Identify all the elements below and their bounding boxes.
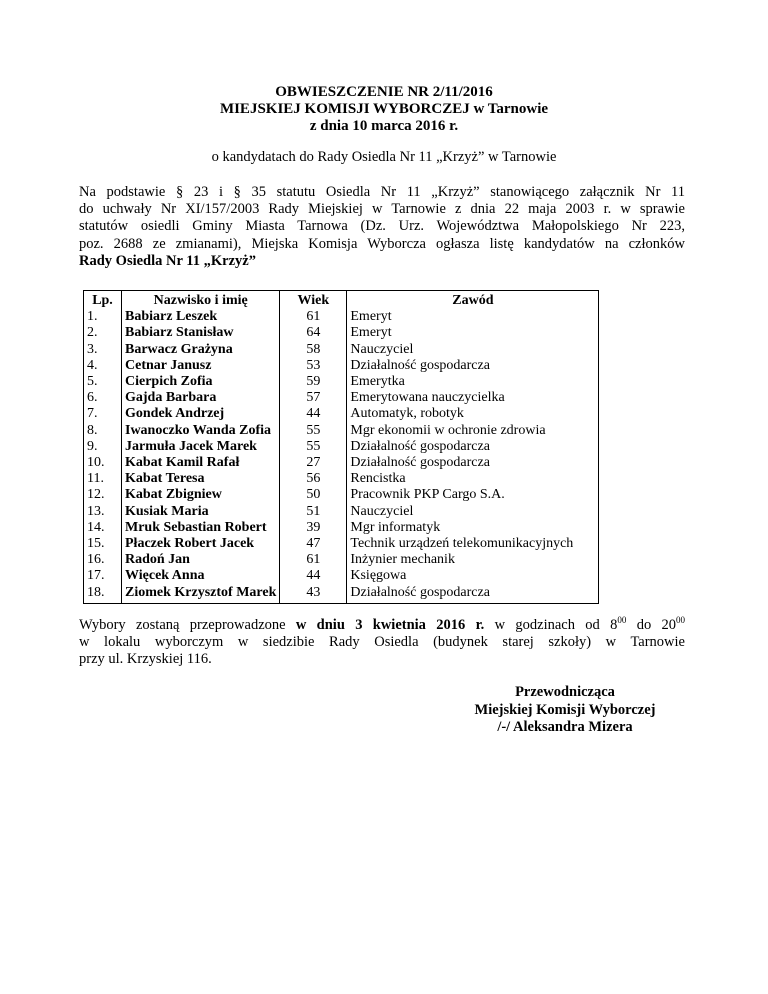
- intro-line-bold: [79, 253, 685, 270]
- cell-job: Emeryt: [347, 325, 599, 341]
- cell-age: 55: [280, 439, 347, 455]
- table-row: [84, 520, 599, 536]
- cell-age: 53: [280, 358, 347, 374]
- election-address: przy ul. Krzyskiej 116.: [79, 651, 212, 668]
- cell-job: Automatyk, robotyk: [347, 406, 599, 422]
- table-body: [84, 309, 599, 603]
- cell-name: Płaczek Robert Jacek: [122, 536, 280, 552]
- cell-job: Działalność gospodarcza: [347, 358, 599, 374]
- cell-lp: 8.: [84, 423, 122, 439]
- cell-age: 47: [280, 536, 347, 552]
- cell-lp: 11.: [84, 471, 122, 487]
- cell-name: Kabat Kamil Rafał: [122, 455, 280, 471]
- election-date: w dniu 3 kwietnia 2016 r.: [295, 617, 485, 633]
- table-row: [84, 358, 599, 374]
- cell-lp: 14.: [84, 520, 122, 536]
- cell-job: Pracownik PKP Cargo S.A.: [347, 487, 599, 503]
- cell-name: Gajda Barbara: [122, 390, 280, 406]
- cell-lp: 10.: [84, 455, 122, 471]
- cell-age: 39: [280, 520, 347, 536]
- cell-job: Nauczyciel: [347, 504, 599, 520]
- cell-age: 27: [280, 455, 347, 471]
- cell-job: Działalność gospodarcza: [347, 585, 599, 604]
- intro-line: poz. 2688 ze zmianami), Miejska Komisja Wyborcza ogłasza listę kandydatów na członków: [79, 235, 685, 252]
- header-title: OBWIESZCZENIE NR 2/11/2016: [275, 84, 493, 100]
- column-header-name: Nazwisko i imię: [122, 291, 280, 310]
- cell-age: 55: [280, 423, 347, 439]
- table-row: [84, 536, 599, 552]
- cell-age: 50: [280, 487, 347, 503]
- signature-name: /-/ Aleksandra Mizera: [497, 719, 633, 735]
- cell-lp: 5.: [84, 374, 122, 390]
- election-hours-to: do 20: [626, 617, 677, 633]
- table-row: [84, 471, 599, 487]
- cell-age: 44: [280, 568, 347, 584]
- intro-line: Na podstawie § 23 i § 35 statutu Osiedla Nr 11 „Krzyż” stanowiącego załącznik Nr 11: [79, 184, 685, 200]
- cell-job: Emerytowana nauczycielka: [347, 390, 599, 406]
- cell-lp: 18.: [84, 585, 122, 604]
- election-text: Wybory zostaną przeprowadzone: [79, 617, 296, 633]
- table-row: [84, 374, 599, 390]
- cell-lp: 6.: [84, 390, 122, 406]
- column-header-lp: Lp.: [84, 291, 122, 310]
- cell-lp: 13.: [84, 504, 122, 520]
- end-minutes: 00: [676, 615, 686, 625]
- table-row: [84, 406, 599, 422]
- column-header-job: Zawód: [347, 291, 599, 310]
- cell-name: Cierpich Zofia: [122, 374, 280, 390]
- election-info-line: w lokalu wyborczym w siedzibie Rady Osiedla (budynek starej szkoły) w Tarnowie: [79, 634, 685, 651]
- cell-name: Radoń Jan: [122, 552, 280, 568]
- cell-age: 61: [280, 309, 347, 325]
- table-row: [84, 504, 599, 520]
- cell-age: 58: [280, 342, 347, 358]
- cell-age: 51: [280, 504, 347, 520]
- table-row: [84, 568, 599, 584]
- cell-job: Rencistka: [347, 471, 599, 487]
- table-row: [84, 585, 599, 604]
- cell-lp: 1.: [84, 309, 122, 325]
- cell-name: Kabat Zbigniew: [122, 487, 280, 503]
- header-date: z dnia 10 marca 2016 r.: [309, 118, 459, 134]
- cell-lp: 12.: [84, 487, 122, 503]
- cell-name: Ziomek Krzysztof Marek: [122, 585, 280, 604]
- cell-job: Mgr ekonomii w ochronie zdrowia: [347, 423, 599, 439]
- cell-name: Kabat Teresa: [122, 471, 280, 487]
- cell-age: 56: [280, 471, 347, 487]
- cell-lp: 17.: [84, 568, 122, 584]
- table-row: [84, 342, 599, 358]
- cell-lp: 15.: [84, 536, 122, 552]
- cell-age: 64: [280, 325, 347, 341]
- table-header-row: [84, 291, 599, 310]
- cell-name: Babiarz Leszek: [122, 309, 280, 325]
- cell-age: 44: [280, 406, 347, 422]
- cell-age: 59: [280, 374, 347, 390]
- table-row: [84, 325, 599, 341]
- cell-name: Iwanoczko Wanda Zofia: [122, 423, 280, 439]
- start-minutes: 00: [617, 615, 627, 625]
- signature-block: [460, 684, 670, 737]
- cell-age: 43: [280, 585, 347, 604]
- cell-lp: 16.: [84, 552, 122, 568]
- cell-name: Barwacz Grażyna: [122, 342, 280, 358]
- document-header: [0, 84, 768, 135]
- cell-name: Więcek Anna: [122, 568, 280, 584]
- table-row: [84, 552, 599, 568]
- cell-job: Inżynier mechanik: [347, 552, 599, 568]
- cell-lp: 2.: [84, 325, 122, 341]
- cell-lp: 4.: [84, 358, 122, 374]
- signature-org: Miejskiej Komisji Wyborczej: [474, 701, 656, 718]
- table-row: [84, 390, 599, 406]
- table-row: [84, 455, 599, 471]
- cell-job: Działalność gospodarcza: [347, 455, 599, 471]
- cell-lp: 9.: [84, 439, 122, 455]
- cell-job: Emerytka: [347, 374, 599, 390]
- cell-lp: 3.: [84, 342, 122, 358]
- table-row: [84, 439, 599, 455]
- cell-name: Cetnar Janusz: [122, 358, 280, 374]
- table-row: [84, 423, 599, 439]
- cell-age: 57: [280, 390, 347, 406]
- signature-title: Przewodnicząca: [515, 684, 615, 700]
- cell-name: Mruk Sebastian Robert: [122, 520, 280, 536]
- cell-name: Kusiak Maria: [122, 504, 280, 520]
- header-issuer: MIEJSKIEJ KOMISJI WYBORCZEJ w Tarnowie: [219, 101, 549, 117]
- cell-name: Gondek Andrzej: [122, 406, 280, 422]
- document-subject: o kandydatach do Rady Osiedla Nr 11 „Krzyż” w Tarnowie: [211, 149, 557, 165]
- intro-paragraph: [79, 184, 685, 270]
- intro-line: statutów osiedli Gminy Miasta Tarnowa (Dz. Urz. Województwa Małopolskiego Nr 223,: [79, 218, 685, 235]
- cell-job: Księgowa: [347, 568, 599, 584]
- election-hours-text: w godzinach od 8: [484, 617, 618, 633]
- cell-job: Działalność gospodarcza: [347, 439, 599, 455]
- table-row: [84, 309, 599, 325]
- table-row: [84, 487, 599, 503]
- candidates-table: [83, 290, 599, 604]
- intro-line: do uchwały Nr XI/157/2003 Rady Miejskiej w Tarnowie z dnia 22 maja 2003 r. w sprawie: [79, 201, 685, 218]
- cell-name: Babiarz Stanisław: [122, 325, 280, 341]
- council-name: Rady Osiedla Nr 11 „Krzyż”: [79, 252, 256, 269]
- cell-job: Mgr informatyk: [347, 520, 599, 536]
- election-info-paragraph: [79, 617, 685, 669]
- cell-lp: 7.: [84, 406, 122, 422]
- cell-name: Jarmuła Jacek Marek: [122, 439, 280, 455]
- cell-job: Emeryt: [347, 309, 599, 325]
- cell-job: Technik urządzeń telekomunikacyjnych: [347, 536, 599, 552]
- column-header-age: Wiek: [280, 291, 347, 310]
- cell-age: 61: [280, 552, 347, 568]
- cell-job: Nauczyciel: [347, 342, 599, 358]
- election-info-line: [79, 617, 685, 634]
